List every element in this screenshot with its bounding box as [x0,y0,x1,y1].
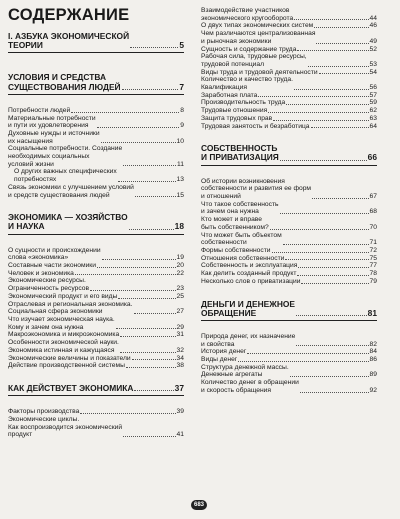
toc-leader-dots [135,196,176,197]
toc-entry-page: 64 [369,122,377,130]
toc-right-column [201,7,377,395]
toc-entry[interactable] [201,348,377,356]
toc-entry-page: 89 [369,371,377,379]
toc-leader-dots [122,89,179,90]
toc-entry-title: Производительность труда [201,99,286,107]
toc-leader-dots [298,267,368,268]
toc-entry-title: Трудовые отношения [201,107,268,115]
toc-entry-title: О сущности и происхождении слова «экономика» [8,246,101,262]
toc-entry[interactable] [8,247,184,262]
toc-entry-title: Что изучает экономическая наука. Кому и зачем она нужна [8,315,115,331]
toc-entry[interactable] [8,184,184,199]
toc-leader-dots [116,328,176,329]
toc-leader-dots [314,27,368,28]
toc-section-heading[interactable] [8,32,184,50]
toc-leader-dots [101,142,176,143]
toc-entry-title: Связь экономики с улучшением условий и средств существования людей [8,183,134,199]
toc-entry-page: 34 [176,354,184,362]
toc-entry-title: Чем различаются централизованная и рыночная экономики [201,30,316,45]
toc-entry-title: Виды труда и трудовой деятельности [201,68,318,76]
toc-entry-title: Составные части экономики [8,262,96,270]
toc-entry-title: Как делить созданный продукт [201,270,297,278]
section-rule [8,234,184,235]
toc-entry[interactable] [201,356,377,364]
toc-leader-dots [118,298,175,299]
toc-entry[interactable] [201,92,377,100]
toc-leader-dots [97,127,180,128]
toc-entry-title: Защита трудовых прав [201,114,273,122]
toc-leader-dots [102,259,176,260]
toc-entry[interactable] [8,339,184,354]
toc-leader-dots [296,345,368,346]
toc-leader-dots [97,267,176,268]
toc-entry-title: Сущность и содержание труда [201,45,297,53]
toc-entry-page: 79 [369,277,377,285]
toc-entry-page: 82 [369,340,377,348]
toc-entry-page: 92 [369,386,377,394]
toc-entry-page: 84 [369,348,377,356]
toc-entry-title: Материальные потребности и пути их удовлетворения [8,114,96,130]
toc-leader-dots [120,336,175,337]
toc-entry-page: 72 [369,246,377,254]
toc-entry-title: Заработная плата [201,91,258,99]
toc-entry-page: 7 [179,81,184,92]
toc-entry[interactable] [201,99,377,107]
toc-entry-title: СОБСТВЕННОСТЬ И ПРИВАТИЗАЦИЯ [201,143,279,163]
toc-entry[interactable] [201,270,377,278]
toc-leader-dots [130,47,178,48]
toc-entry-title: Несколько слов о приватизации [201,277,301,285]
spacer [8,59,184,73]
toc-entry-title: ЭКОНОМИКА — ХОЗЯЙСТВО И НАУКА [8,212,128,232]
toc-entry-page: 20 [176,262,184,270]
toc-entry-page: 37 [174,382,184,393]
toc-entry-page: 39 [176,408,184,416]
toc-entry-title: Количество денег в обращении и скорость обращения [201,379,299,394]
toc-entry[interactable] [201,216,377,231]
toc-entry-page: 44 [369,14,377,22]
toc-entry-page: 62 [369,107,377,115]
toc-entry-title: Виды денег [201,356,238,364]
toc-entry-title: Взаимодействие участников экономического кругооборота [201,7,294,22]
toc-entry[interactable] [8,270,184,278]
toc-entry-page: 49 [369,37,377,45]
toc-entry[interactable] [201,76,377,91]
toc-entry-page: 77 [369,262,377,270]
spacer [201,130,377,144]
toc-entry-page: 13 [176,176,184,184]
toc-entry-page: 25 [176,292,184,300]
toc-entry[interactable] [8,168,184,183]
toc-entry[interactable] [8,145,184,168]
section-rule [8,94,184,95]
toc-leader-dots [300,392,369,393]
toc-leader-dots [280,213,369,214]
toc-entry-title: I. АЗБУКА ЭКОНОМИЧЕСКОЙ ТЕОРИИ [8,31,130,51]
toc-leader-dots [273,120,368,121]
toc-leader-dots [238,361,368,362]
toc-left-column [8,32,184,439]
toc-entry-title: Социальные потребности. Создание необходимых социальных условий жизни [8,145,123,168]
toc-entry-title: Собственность и эксплуатация [201,262,298,270]
section-rule [201,320,377,321]
toc-entry[interactable] [201,379,377,394]
toc-leader-dots [308,66,369,67]
toc-leader-dots [319,73,369,74]
toc-entry-page: 86 [369,356,377,364]
page-number: 683 [191,500,207,510]
toc-leader-dots [118,181,176,182]
toc-entry[interactable] [8,408,184,416]
toc-entry-title: УСЛОВИЯ И СРЕДСТВА СУЩЕСТВОВАНИЯ ЛЮДЕЙ [8,72,121,92]
toc-leader-dots [90,290,176,291]
toc-leader-dots [80,413,175,414]
toc-leader-dots [286,104,368,105]
toc-entry-page: 56 [369,84,377,92]
toc-entry[interactable] [201,22,377,30]
toc-entry-page: 52 [369,45,377,53]
toc-entry-title: КАК ДЕЙСТВУЕТ ЭКОНОМИКА [8,382,134,393]
toc-leader-dots [126,367,176,368]
toc-leader-dots [258,96,368,97]
toc-entry-title: Экономические ресурсы. Ограниченность ресурсов [8,277,90,293]
toc-section-heading[interactable] [201,300,377,318]
toc-entry[interactable] [8,416,184,439]
toc-entry-page: 70 [369,223,377,231]
toc-entry-title: ДЕНЬГИ И ДЕНЕЖНОЕ ОБРАЩЕНИЕ [201,298,295,318]
toc-entry-title: Об истории возникновения собственности и развития ее форм и отношений [201,177,312,201]
toc-entry-page: 68 [369,208,377,216]
section-rule [8,395,184,396]
toc-entry-title: Человек и экономика [8,269,74,277]
toc-entry-page: 22 [176,269,184,277]
toc-entry[interactable] [8,316,184,331]
toc-entry-title: Особенности экономической науки. Экономика истинная и кажущаяся [8,339,119,354]
toc-entry-page: 29 [176,323,184,331]
toc-entry-page: 19 [176,254,184,262]
toc-leader-dots [120,352,176,353]
toc-leader-dots [294,89,369,90]
toc-entry[interactable] [8,301,184,316]
toc-leader-dots [290,376,369,377]
toc-entry-title: Экономические циклы. Как воспроизводится экономический продукт [8,415,123,439]
toc-entry-page: 67 [369,193,377,201]
toc-leader-dots [123,436,175,437]
toc-leader-dots [75,274,176,275]
toc-entry-page: 63 [369,114,377,122]
toc-leader-dots [134,390,173,391]
toc-leader-dots [297,50,368,51]
section-rule [201,165,377,166]
spacer [8,370,184,384]
toc-entry-page: 59 [369,99,377,107]
toc-leader-dots [134,313,176,314]
toc-section-heading[interactable] [8,73,184,91]
toc-leader-dots [123,165,176,166]
toc-leader-dots [316,43,368,44]
toc-entry-page: 11 [177,160,184,168]
toc-leader-dots [272,252,369,253]
toc-entry-page: 27 [176,308,184,316]
toc-entry-title: Потребности людей [8,106,71,114]
toc-entry[interactable] [201,278,377,286]
toc-entry-page: 5 [179,40,184,51]
toc-entry-title: Экономический продукт и его виды [8,292,118,300]
toc-entry-page: 66 [367,152,377,163]
toc-section-heading[interactable] [8,213,184,231]
toc-leader-dots [132,359,176,360]
toc-entry-page: 75 [369,254,377,262]
toc-leader-dots [280,160,367,161]
toc-entry-title: Экономические величины и показатели [8,354,131,362]
section-rule [8,52,184,53]
toc-entry-page: 8 [180,106,184,114]
toc-entry-title: Кто может и вправе быть собственником? [201,216,269,231]
toc-entry-page: 54 [369,68,377,76]
toc-entry[interactable] [201,178,377,201]
toc-entry[interactable] [8,130,184,145]
toc-leader-dots [71,112,179,113]
toc-entry[interactable] [8,331,184,339]
toc-entry-page: 15 [176,191,184,199]
toc-entry-page: 31 [176,331,184,339]
toc-leader-dots [283,244,369,245]
toc-entry-page: 38 [176,362,184,370]
toc-entry[interactable] [8,115,184,130]
toc-entry-page: 57 [369,91,377,99]
toc-entry[interactable] [201,247,377,255]
toc-entry-page: 10 [176,137,184,145]
toc-entry[interactable] [201,30,377,45]
toc-entry[interactable] [201,115,377,123]
toc-entry[interactable] [8,277,184,292]
toc-entry[interactable] [201,262,377,270]
toc-entry[interactable] [8,362,184,370]
toc-entry[interactable] [8,107,184,115]
toc-leader-dots [301,283,368,284]
toc-leader-dots [294,19,368,20]
toc-entry-page: 9 [180,122,184,130]
toc-entry-page: 78 [369,270,377,278]
toc-entry-page: 81 [367,307,377,318]
page-title: СОДЕРЖАНИЕ [8,6,130,24]
toc-entry-title: Формы собственности [201,246,271,254]
toc-leader-dots [297,275,368,276]
toc-entry-title: О двух типах экономических систем [201,22,314,30]
toc-leader-dots [270,229,369,230]
toc-entry-title: История денег [201,348,247,356]
toc-entry[interactable] [201,333,377,348]
toc-leader-dots [312,198,369,199]
toc-entry[interactable] [201,232,377,247]
toc-entry[interactable] [201,123,377,131]
toc-entry-page: 71 [369,239,377,247]
toc-entry-title: Макроэкономика и микроэкономика [8,331,120,339]
toc-section-heading[interactable] [8,384,184,393]
toc-entry[interactable] [201,69,377,77]
toc-entry[interactable] [201,201,377,216]
toc-entry-title: Духовные нужды и источники их насыщения [8,129,100,145]
toc-entry-title: Действие производственной системы [8,362,125,370]
toc-entry-page: 32 [176,346,184,354]
toc-entry[interactable] [201,7,377,22]
toc-entry[interactable] [201,364,377,379]
toc-entry-title: Что может быть объектом собственности [201,231,282,247]
toc-entry-title: Отношения собственности [201,254,285,262]
toc-entry-page: 53 [369,60,377,68]
toc-entry-page: 41 [176,431,184,439]
toc-entry-title: Факторы производства [8,408,80,416]
toc-entry-title: Количество и качество труда. Квалификация [201,76,293,92]
toc-entry-title: Рабочая сила, трудовые ресурсы, трудовой потенциал [201,53,307,68]
toc-entry-page: 23 [176,285,184,293]
toc-leader-dots [285,259,368,260]
toc-section-heading[interactable] [201,144,377,162]
toc-entry-title: Отраслевая и региональная экономика. Социальная сфера экономики [8,300,133,316]
toc-entry-title: О других важных специфических потребностях [14,168,117,184]
toc-leader-dots [247,353,368,354]
toc-entry[interactable] [8,293,184,301]
toc-leader-dots [268,112,368,113]
toc-leader-dots [129,229,174,230]
toc-entry-page: 46 [369,22,377,30]
toc-entry[interactable] [201,107,377,115]
spacer [201,286,377,300]
toc-entry[interactable] [201,53,377,68]
toc-leader-dots [311,127,369,128]
toc-entry-title: Трудовая занятость и безработица [201,122,310,130]
toc-entry-title: Природа денег, их назначение и свойства [201,332,296,348]
toc-entry-title: Что такое собственность и зачем она нужна [201,200,279,216]
toc-entry-page: 18 [174,221,184,232]
toc-leader-dots [296,315,367,316]
toc-entry[interactable] [8,262,184,270]
toc-entry-title: Структура денежной массы. Денежные агрегаты [201,363,289,379]
